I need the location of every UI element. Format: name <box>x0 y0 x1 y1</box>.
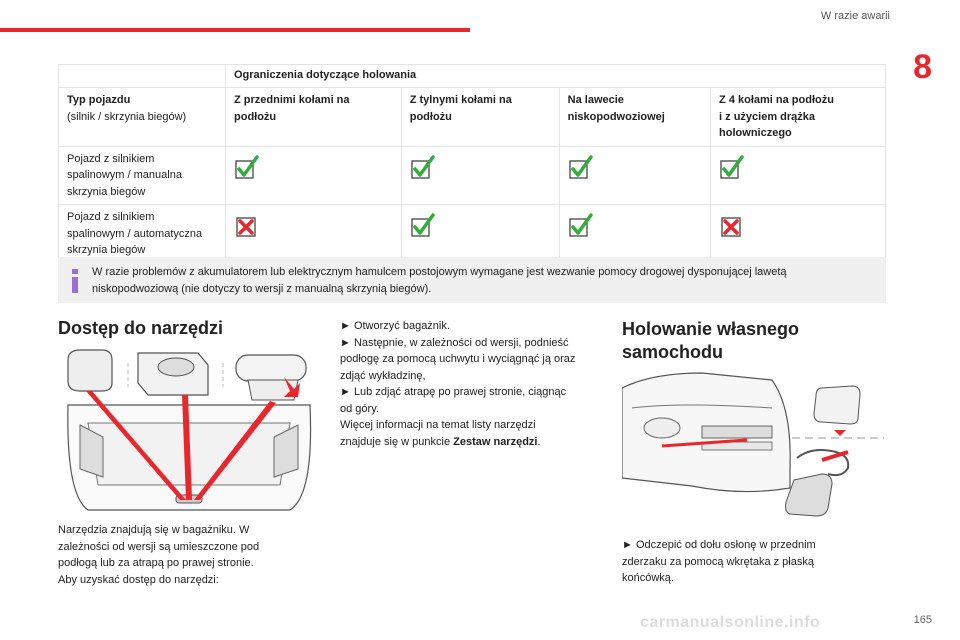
towing-heading: Holowanie własnego samochodu <box>622 319 800 363</box>
column-header: Na lawecie niskopodwoziowej <box>559 88 710 147</box>
table-row <box>59 205 886 264</box>
cell <box>401 146 559 205</box>
check-icon <box>719 155 745 181</box>
check-icon <box>568 213 594 239</box>
cell <box>711 146 886 205</box>
watermark: carmanualsonline.info <box>640 614 821 631</box>
info-box <box>58 257 886 303</box>
header-accent-bar <box>0 28 470 32</box>
tow-cover-illustration <box>622 368 884 518</box>
cell <box>559 146 710 205</box>
check-icon <box>568 155 594 181</box>
tool-kit-link: Zestaw narzędzi <box>453 435 538 448</box>
info-icon <box>72 269 78 293</box>
vehicle-type-title: Typ pojazdu <box>67 94 131 106</box>
cross-icon <box>719 213 745 239</box>
check-icon <box>234 155 260 181</box>
vehicle-type-header <box>59 88 226 147</box>
cross-icon <box>234 213 260 239</box>
cell <box>401 205 559 264</box>
towing-limits-table <box>58 64 886 264</box>
vehicle-type-sub: (silnik / skrzynia biegów) <box>67 110 187 123</box>
cell <box>711 205 886 264</box>
section-title: W razie awarii <box>820 10 890 22</box>
trunk-tools-illustration <box>58 345 320 517</box>
cell <box>226 205 402 264</box>
table-corner <box>59 65 226 88</box>
tools-heading: Dostęp do narzędzi <box>58 318 224 338</box>
tools-text: Narzędzia znajdują się w bagażniku. W zależności od wersji są umieszczone pod podłogą lub za atrapą po prawej stronie. Aby uzyskać dostęp do narzędzi: <box>58 524 260 586</box>
row-label: Pojazd z silnikiem spalinowym / manualna skrzynia biegów <box>59 146 226 205</box>
towing-text: ► Odczepić od dołu osłonę w przednim zderzaku za pomocą wkrętaka z płaską końcówką. <box>622 539 816 584</box>
row-label: Pojazd z silnikiem spalinowym / automatyczna skrzynia biegów <box>59 205 226 264</box>
column-header: Z przednimi kołami na podłożu <box>226 88 402 147</box>
steps-text: ► Otworzyć bagażnik. ► Następnie, w zależności od wersji, podnieść podłogę za pomocą uchwytu i wyciągnąć ją oraz zdjąć wykładzinę, ► Lub zdjąć atrapę po prawej stronie, ciągnąc od góry. Więcej informacji na temat listy narzędzi znajduje się w punkcie Zestaw narzędzi. <box>340 320 576 448</box>
chapter-number: 8 <box>913 48 932 86</box>
info-text: W razie problemów z akumulatorem lub elektrycznym hamulcem postojowym wymagane jest wezwanie pomocy drogowej dysponującej lawetą niskopodwoziową (nie dotyczy to wersji z manualną skrzynią biegów). <box>92 266 787 296</box>
table-row <box>59 146 886 205</box>
column-header: Z tylnymi kołami na podłożu <box>401 88 559 147</box>
check-icon <box>410 155 436 181</box>
column-header: Z 4 kołami na podłożu i z użyciem drążka holowniczego <box>711 88 886 147</box>
page-number: 165 <box>913 614 932 626</box>
check-icon <box>410 213 436 239</box>
table-title: Ograniczenia dotyczące holowania <box>226 65 886 88</box>
cell <box>226 146 402 205</box>
cell <box>559 205 710 264</box>
